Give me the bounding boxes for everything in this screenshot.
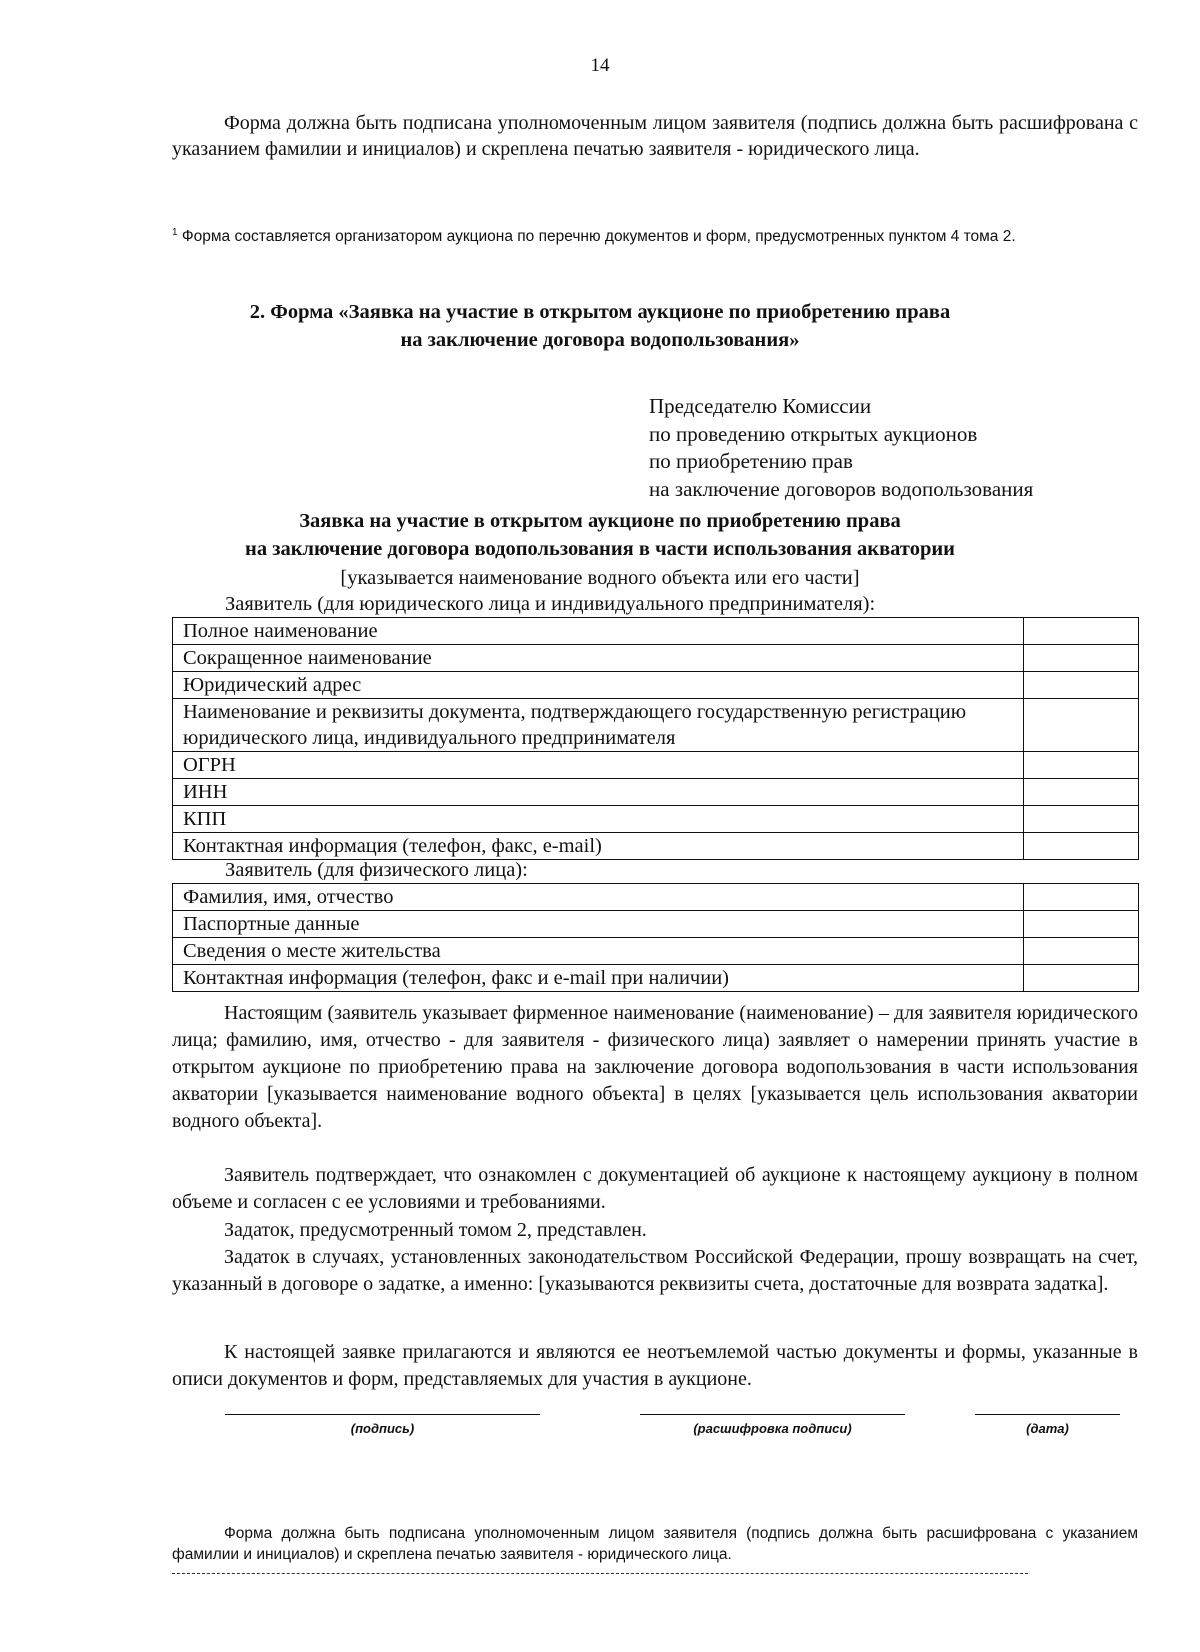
dashed-divider <box>172 1573 1028 1574</box>
final-note: Форма должна быть подписана уполномоченным лицом заявителя (подпись должна быть расшифрована с указанием фамилии и инициалов) и скреплена печатью заявителя - юридического лица. <box>172 1525 1138 1563</box>
date-label: (дата) <box>1026 1421 1069 1436</box>
field-label: Сокращенное наименование <box>173 645 1024 672</box>
addressee-line: Председателю Комиссии <box>649 394 872 418</box>
field-value-cell[interactable] <box>1024 699 1139 752</box>
confirmation-paragraph: Заявитель подтверждает, что ознакомлен с документацией об аукционе к настоящему аукциону в полном объеме и согласен с ее условиями и требованиями. <box>172 1164 1138 1213</box>
table-row <box>173 645 1139 672</box>
individual-table <box>172 883 1139 992</box>
field-label: Наименование и реквизиты документа, подтверждающего государственную регистрацию юридического лица, индивидуального предпринимателя <box>173 699 1024 752</box>
field-value-cell[interactable] <box>1024 618 1139 645</box>
field-label: Контактная информация (телефон, факс, e-mail) <box>173 833 1024 860</box>
attachment-paragraph: К настоящей заявке прилагаются и являются ее неотъемлемой частью документы и формы, указанные в описи документов и форм, представляемых для участия в аукционе. <box>172 1341 1138 1390</box>
field-value-cell[interactable] <box>1024 911 1139 938</box>
application-title <box>0 507 1200 563</box>
field-label: ОГРН <box>173 752 1024 779</box>
field-value-cell[interactable] <box>1024 806 1139 833</box>
application-title-line2: на заключение договора водопользования в части использования акватории <box>245 538 955 560</box>
field-label: Контактная информация (телефон, факс и e-mail при наличии) <box>173 965 1024 992</box>
legal-entity-label: Заявитель (для юридического лица и индивидуального предпринимателя): <box>225 593 876 615</box>
section-heading-line1: 2. Форма «Заявка на участие в открытом аукционе по приобретению права <box>249 301 951 323</box>
deposit-paragraph: Задаток, предусмотренный томом 2, представлен. <box>224 1219 647 1241</box>
field-label: КПП <box>173 806 1024 833</box>
application-title-line1: Заявка на участие в открытом аукционе по приобретению права <box>299 510 901 532</box>
section-heading-line2: на заключение договора водопользования» <box>400 329 800 351</box>
table-row <box>173 938 1139 965</box>
field-value-cell[interactable] <box>1024 833 1139 860</box>
intro-paragraph: Форма должна быть подписана уполномоченным лицом заявителя (подпись должна быть расшифрована с указанием фамилии и инициалов) и скреплена печатью заявителя - юридического лица. <box>172 112 1138 160</box>
table-row <box>173 911 1139 938</box>
signature-line[interactable] <box>225 1414 540 1415</box>
page-number: 14 <box>590 55 610 76</box>
field-value-cell[interactable] <box>1024 884 1139 911</box>
table-row <box>173 672 1139 699</box>
field-label: Паспортные данные <box>173 911 1024 938</box>
footnote-marker: 1 <box>172 227 178 238</box>
field-label: ИНН <box>173 779 1024 806</box>
field-value-cell[interactable] <box>1024 965 1139 992</box>
decoding-label: (расшифровка подписи) <box>693 1421 852 1436</box>
field-value-cell[interactable] <box>1024 752 1139 779</box>
legal-entity-table <box>172 617 1139 860</box>
footnote-text: Форма составляется организатором аукциона по перечню документов и форм, предусмотренных пунктом 4 тома 2. <box>181 228 1016 246</box>
addressee-line: на заключение договоров водопользования <box>649 476 1034 501</box>
field-value-cell[interactable] <box>1024 779 1139 806</box>
section-heading <box>0 298 1200 354</box>
table-row <box>173 779 1139 806</box>
field-label: Фамилия, имя, отчество <box>173 884 1024 911</box>
table-row <box>173 752 1139 779</box>
individual-label: Заявитель (для физического лица): <box>225 859 528 881</box>
field-label: Юридический адрес <box>173 672 1024 699</box>
field-value-cell[interactable] <box>1024 938 1139 965</box>
declaration-paragraph: Настоящим (заявитель указывает фирменное наименование (наименование) – для заявителя юридического лица; фамилию, имя, отчество - для заявителя - физического лица) заявляет о намерении принять участие в открытом аукционе по приобретению права на заключение договора водопользования в части использования акватории [указывается наименование водного объекта] в целях [указывается цель использования акватории водного объекта]. <box>172 1002 1138 1132</box>
table-row <box>173 884 1139 911</box>
addressee-line: по приобретению прав <box>649 449 853 473</box>
deposit-return-paragraph: Задаток в случаях, установленных законодательством Российской Федерации, прошу возвращать на счет, указанный в договоре о задатке, а именно: [указываются реквизиты счета, достаточные для возврата задатка]. <box>172 1246 1138 1295</box>
date-line[interactable] <box>975 1414 1120 1415</box>
field-label: Полное наименование <box>173 618 1024 645</box>
application-title-placeholder: [указывается наименование водного объекта или его части] <box>340 567 860 589</box>
addressee-line: по проведению открытых аукционов <box>649 421 978 446</box>
addressee-block <box>649 393 1033 503</box>
table-row <box>173 806 1139 833</box>
table-row <box>173 618 1139 645</box>
field-value-cell[interactable] <box>1024 672 1139 699</box>
field-label: Сведения о месте жительства <box>173 938 1024 965</box>
footnote <box>172 222 1138 247</box>
field-value-cell[interactable] <box>1024 645 1139 672</box>
table-row <box>173 699 1139 752</box>
signature-label: (подпись) <box>350 1421 415 1436</box>
decoding-line[interactable] <box>640 1414 905 1415</box>
table-row <box>173 833 1139 860</box>
table-row <box>173 965 1139 992</box>
